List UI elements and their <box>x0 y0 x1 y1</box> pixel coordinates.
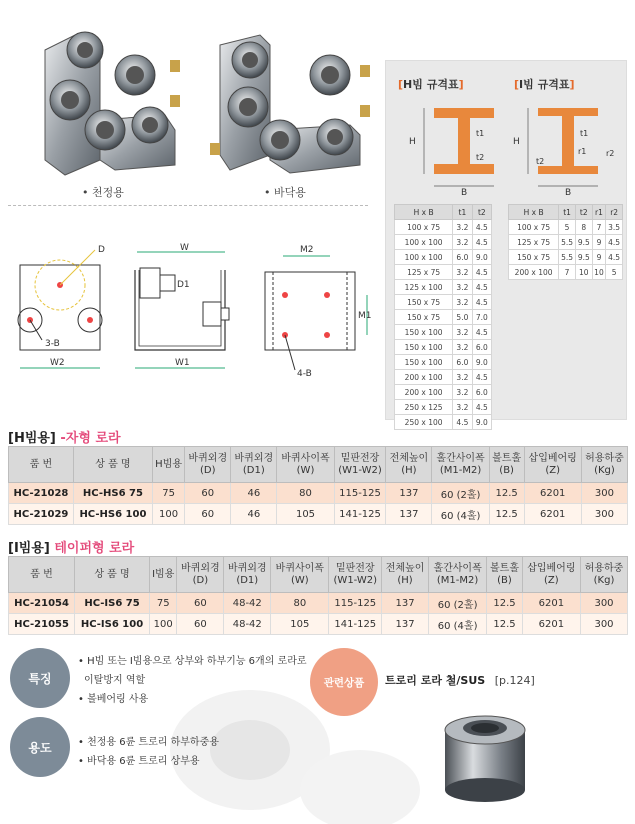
ceiling-roller-photo <box>25 20 190 180</box>
table-header-cell: 상 품 명 <box>75 557 150 593</box>
table-cell: 105 <box>271 614 329 635</box>
table-cell: HC-HS6 100 <box>73 504 152 525</box>
table-cell: 137 <box>382 593 429 614</box>
label-4b: 4-B <box>297 369 312 379</box>
table-header-cell: 삽입베어링 (Z) <box>522 557 580 593</box>
table-cell: 125 x 75 <box>395 265 453 280</box>
table-cell: 125 x 100 <box>395 280 453 295</box>
table-cell: 105 <box>277 504 334 525</box>
table-cell: 3.2 <box>453 265 472 280</box>
spec-row <box>509 220 623 235</box>
table-cell: 4.5 <box>453 415 472 430</box>
svg-text:t2: t2 <box>476 153 485 162</box>
table-cell: 3.2 <box>453 400 472 415</box>
table-cell: HC-IS6 75 <box>75 593 150 614</box>
spec-header-cell: t2 <box>575 205 592 220</box>
drawing-top-view <box>255 240 375 380</box>
table-header-cell: 전체높이 (H) <box>386 447 432 483</box>
table-cell: 60 <box>177 593 224 614</box>
table-cell: 46 <box>231 504 277 525</box>
label-m2: M2 <box>300 245 314 255</box>
i-section-title: [I빔용] 테이퍼형 로라 <box>8 541 135 556</box>
table-cell: HC-HS6 75 <box>73 483 152 504</box>
table-row <box>9 593 628 614</box>
beam-spec-panel <box>385 60 627 427</box>
table-cell: 3.2 <box>453 235 472 250</box>
table-header-cell: I빔용 <box>149 557 177 593</box>
table-cell: 4.5 <box>472 295 491 310</box>
table-row <box>9 614 628 635</box>
table-cell: 9.5 <box>575 250 592 265</box>
table-header-cell: 홀간사이폭 (M1-M2) <box>432 447 489 483</box>
spec-row <box>395 295 492 310</box>
table-cell: 100 <box>152 504 184 525</box>
usage-text: • 천정용 6륜 트로리 하부하중용 • 바닥용 6륜 트로리 상부용 <box>78 737 219 767</box>
usage-badge: 용도 <box>10 717 70 777</box>
table-cell: 141-125 <box>329 614 382 635</box>
table-header-cell: H빔용 <box>152 447 184 483</box>
spec-header-cell: t2 <box>472 205 491 220</box>
table-cell: 3.2 <box>453 325 472 340</box>
spec-row <box>509 265 623 280</box>
h-section-title: [H빔용] -자형 로라 <box>8 431 121 446</box>
label-w2: W2 <box>50 358 65 368</box>
floor-caption: • 바닥용 <box>264 186 306 199</box>
svg-text:B: B <box>565 188 572 196</box>
spec-row <box>509 250 623 265</box>
table-header-cell: 바퀴외경 (D1) <box>231 447 277 483</box>
table-cell: 9.0 <box>472 355 491 370</box>
table-cell: 5.5 <box>559 250 576 265</box>
table-row <box>9 504 628 525</box>
label-w: W <box>180 243 189 253</box>
table-cell: 48-42 <box>224 593 271 614</box>
table-cell: 4.5 <box>606 250 623 265</box>
table-header-cell: 바퀴외경 (D1) <box>224 557 271 593</box>
table-cell: 60 <box>185 504 231 525</box>
table-cell: 80 <box>277 483 334 504</box>
table-cell: 80 <box>271 593 329 614</box>
i-beam-spec-table <box>508 204 623 280</box>
label-d: D <box>98 245 105 255</box>
table-cell: 5.0 <box>453 310 472 325</box>
table-cell: 5.5 <box>559 235 576 250</box>
spec-row <box>395 370 492 385</box>
table-cell: 300 <box>581 614 628 635</box>
spec-row <box>395 220 492 235</box>
svg-text:t1: t1 <box>476 129 485 138</box>
table-cell: 200 x 100 <box>509 265 559 280</box>
table-cell: 9 <box>592 235 606 250</box>
table-cell: 4.5 <box>472 265 491 280</box>
spec-header-cell: t1 <box>559 205 576 220</box>
table-cell: 4.5 <box>472 325 491 340</box>
table-cell: 137 <box>386 483 432 504</box>
table-cell: 75 <box>152 483 184 504</box>
table-cell: 4.5 <box>472 400 491 415</box>
table-cell: 125 x 75 <box>509 235 559 250</box>
table-cell: HC-21028 <box>9 483 74 504</box>
table-cell: 6201 <box>524 504 581 525</box>
table-cell: 7 <box>592 220 606 235</box>
spec-row <box>395 355 492 370</box>
table-cell: 12.5 <box>489 483 524 504</box>
related-roller-image[interactable] <box>430 700 540 805</box>
table-cell: 3.2 <box>453 370 472 385</box>
drawing-side-view <box>125 240 245 380</box>
table-cell: 100 x 100 <box>395 235 453 250</box>
h-beam-spec-table <box>394 204 492 430</box>
table-cell: 4.5 <box>472 235 491 250</box>
table-cell: 60 (2홀) <box>428 593 486 614</box>
spec-header-cell: H x B <box>509 205 559 220</box>
table-cell: 7.0 <box>472 310 491 325</box>
table-cell: 3.5 <box>606 220 623 235</box>
spec-row <box>395 310 492 325</box>
table-cell: 8 <box>575 220 592 235</box>
table-cell: 60 <box>177 614 224 635</box>
table-cell: 4.5 <box>606 235 623 250</box>
table-header-cell: 볼트홀 (B) <box>487 557 522 593</box>
label-3b: 3-B <box>45 339 60 349</box>
features-badge: 특징 <box>10 648 70 708</box>
table-cell: HC-21054 <box>9 593 75 614</box>
table-header-cell: 허용하중 (Kg) <box>581 447 627 483</box>
table-cell: 137 <box>382 614 429 635</box>
table-cell: 3.2 <box>453 340 472 355</box>
i-beam-figure <box>508 96 623 196</box>
table-header-cell: 허용하중 (Kg) <box>581 557 628 593</box>
table-cell: 6201 <box>524 483 581 504</box>
table-cell: 12.5 <box>489 504 524 525</box>
spec-row <box>395 340 492 355</box>
svg-text:t2: t2 <box>536 157 545 166</box>
table-header-cell: 밑판전장 (W1-W2) <box>334 447 386 483</box>
table-cell: 60 (2홀) <box>432 483 489 504</box>
spec-row <box>395 415 492 430</box>
spec-row <box>395 385 492 400</box>
table-cell: 137 <box>386 504 432 525</box>
table-cell: 200 x 100 <box>395 385 453 400</box>
table-header-cell: 전체높이 (H) <box>382 557 429 593</box>
spec-row <box>395 280 492 295</box>
h-beam-figure <box>394 96 504 196</box>
spec-row <box>395 325 492 340</box>
table-header-cell: 품 번 <box>9 447 74 483</box>
table-cell: 100 x 75 <box>509 220 559 235</box>
table-cell: 60 (4홀) <box>428 614 486 635</box>
spec-header-cell: r2 <box>606 205 623 220</box>
table-cell: 10 <box>592 265 606 280</box>
i-beam-spec-title: [I빔 규격표] <box>514 78 575 91</box>
table-cell: 300 <box>581 483 627 504</box>
h-product-table <box>8 446 628 525</box>
table-cell: 5 <box>559 220 576 235</box>
svg-text:H: H <box>513 137 520 147</box>
related-badge: 관련상품 <box>310 648 378 716</box>
spec-header-cell: t1 <box>453 205 472 220</box>
ceiling-caption: • 천정용 <box>82 186 124 199</box>
table-cell: 150 x 100 <box>395 340 453 355</box>
svg-text:r1: r1 <box>578 147 587 156</box>
svg-text:r2: r2 <box>606 149 615 158</box>
label-m1: M1 <box>358 311 372 321</box>
table-header-cell: 품 번 <box>9 557 75 593</box>
label-d1: D1 <box>177 280 190 290</box>
floor-roller-photo <box>200 25 375 180</box>
table-cell: 150 x 100 <box>395 325 453 340</box>
table-header-cell: 바퀴외경 (D) <box>177 557 224 593</box>
table-header-cell: 바퀴외경 (D) <box>185 447 231 483</box>
table-cell: 75 <box>149 593 177 614</box>
table-cell: 60 (4홀) <box>432 504 489 525</box>
table-cell: 3.2 <box>453 220 472 235</box>
table-cell: 5 <box>606 265 623 280</box>
table-cell: 12.5 <box>487 614 522 635</box>
divider <box>8 205 368 206</box>
table-cell: 6201 <box>522 593 580 614</box>
table-cell: 6201 <box>522 614 580 635</box>
table-cell: 9.5 <box>575 235 592 250</box>
table-cell: 115-125 <box>329 593 382 614</box>
table-cell: 200 x 100 <box>395 370 453 385</box>
table-cell: 9.0 <box>472 415 491 430</box>
table-row <box>9 483 628 504</box>
drawing-front-view <box>10 240 125 380</box>
table-cell: 7 <box>559 265 576 280</box>
table-cell: HC-IS6 100 <box>75 614 150 635</box>
table-cell: 6.0 <box>453 250 472 265</box>
label-w1: W1 <box>175 358 190 368</box>
table-cell: HC-21055 <box>9 614 75 635</box>
svg-text:t1: t1 <box>580 129 589 138</box>
spec-row <box>395 400 492 415</box>
svg-text:H: H <box>409 137 416 147</box>
table-cell: 4.5 <box>472 220 491 235</box>
table-cell: 250 x 125 <box>395 400 453 415</box>
spec-row <box>395 235 492 250</box>
svg-text:B: B <box>461 188 468 196</box>
table-cell: 48-42 <box>224 614 271 635</box>
table-cell: 150 x 75 <box>395 295 453 310</box>
table-cell: 150 x 75 <box>509 250 559 265</box>
table-cell: 4.5 <box>472 370 491 385</box>
table-header-cell: 홀간사이폭 (M1-M2) <box>428 557 486 593</box>
table-cell: 9 <box>592 250 606 265</box>
spec-header-cell: H x B <box>395 205 453 220</box>
i-product-table <box>8 556 628 635</box>
spec-row <box>509 235 623 250</box>
table-cell: 100 x 100 <box>395 250 453 265</box>
spec-row <box>395 250 492 265</box>
related-product-name: 트로리 로라 철/SUS [p.124] <box>385 674 535 687</box>
table-header-cell: 밑판전장 (W1-W2) <box>329 557 382 593</box>
spec-header-cell: r1 <box>592 205 606 220</box>
features-text: • H빔 또는 I빔용으로 상부와 하부기능 6개의 로라로 이탈방지 역할 • 볼베어링 사용 <box>78 656 307 705</box>
spec-row <box>395 265 492 280</box>
table-cell: 150 x 100 <box>395 355 453 370</box>
table-cell: 150 x 75 <box>395 310 453 325</box>
table-cell: 250 x 100 <box>395 415 453 430</box>
table-header-cell: 상 품 명 <box>73 447 152 483</box>
table-cell: 141-125 <box>334 504 386 525</box>
table-cell: 3.2 <box>453 385 472 400</box>
table-cell: 12.5 <box>487 593 522 614</box>
table-cell: 60 <box>185 483 231 504</box>
table-header-cell: 바퀴사이폭 (W) <box>271 557 329 593</box>
table-cell: 6.0 <box>472 385 491 400</box>
table-cell: 10 <box>575 265 592 280</box>
table-header-cell: 삽입베어링 (Z) <box>524 447 581 483</box>
table-header-cell: 볼트홀 (B) <box>489 447 524 483</box>
table-cell: 115-125 <box>334 483 386 504</box>
table-cell: 100 <box>149 614 177 635</box>
table-cell: HC-21029 <box>9 504 74 525</box>
table-cell: 6.0 <box>472 340 491 355</box>
table-cell: 46 <box>231 483 277 504</box>
table-cell: 4.5 <box>472 280 491 295</box>
table-header-cell: 바퀴사이폭 (W) <box>277 447 334 483</box>
h-beam-spec-title: [H빔 규격표] <box>398 78 464 91</box>
table-cell: 9.0 <box>472 250 491 265</box>
table-cell: 100 x 75 <box>395 220 453 235</box>
table-cell: 3.2 <box>453 280 472 295</box>
table-cell: 300 <box>581 504 627 525</box>
table-cell: 6.0 <box>453 355 472 370</box>
table-cell: 3.2 <box>453 295 472 310</box>
table-cell: 300 <box>581 593 628 614</box>
